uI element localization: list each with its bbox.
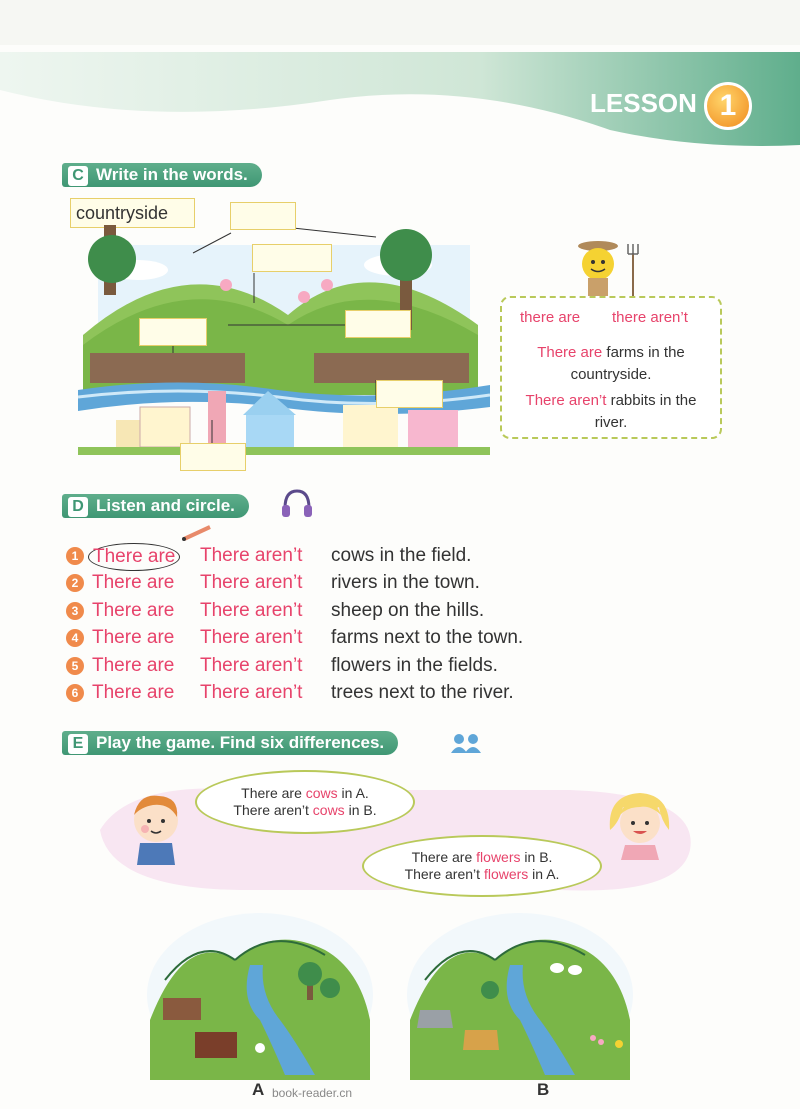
answer-box-4[interactable] xyxy=(345,310,411,338)
tip-word-there-arent: there aren’t xyxy=(612,309,688,326)
list-item xyxy=(66,570,480,596)
list-item xyxy=(66,543,472,569)
section-e-heading xyxy=(62,731,398,755)
option-there-are[interactable]: There are xyxy=(88,543,180,571)
section-d-heading xyxy=(62,494,249,518)
tip-word-there-are: there are xyxy=(520,309,581,326)
list-item xyxy=(66,680,514,706)
headphones-icon xyxy=(280,488,314,520)
section-letter: D xyxy=(68,497,88,517)
section-title: Play the game. Find six differences. xyxy=(96,733,385,752)
tip-sentence-1: There are farms in the countryside. xyxy=(537,344,685,383)
list-item xyxy=(66,625,524,651)
option-there-are[interactable]: There are xyxy=(92,655,175,676)
speech-bubble-girl xyxy=(362,835,602,897)
section-letter: E xyxy=(68,734,88,754)
lesson-title: LESSON xyxy=(590,88,697,118)
bubble-line-1: There are cows in A. xyxy=(241,785,369,801)
pair-work-icon xyxy=(450,731,482,755)
section-title: Listen and circle. xyxy=(96,496,235,515)
picture-b-label: B xyxy=(537,1080,550,1099)
option-there-are[interactable]: There are xyxy=(92,627,175,648)
item-number: 4 xyxy=(66,629,84,647)
option-there-arent[interactable]: There aren’t xyxy=(200,572,303,593)
girl-avatar xyxy=(605,785,675,860)
item-text: farms next to the town. xyxy=(331,627,524,648)
answer-box-2[interactable] xyxy=(252,244,332,272)
option-there-arent[interactable]: There aren’t xyxy=(200,545,303,566)
item-text: trees next to the river. xyxy=(331,682,514,703)
watermark: book-reader.cn xyxy=(272,1086,353,1100)
item-number: 1 xyxy=(66,547,84,565)
list-item xyxy=(66,653,498,679)
item-number: 2 xyxy=(66,574,84,592)
example-word-box: countryside xyxy=(70,198,195,228)
answer-box-6[interactable] xyxy=(180,443,246,471)
list-item xyxy=(66,598,485,624)
pencil-icon xyxy=(180,524,214,542)
picture-b xyxy=(405,910,635,1080)
bubble-line-1: There are flowers in B. xyxy=(411,849,553,865)
tip-sentence-2: There aren’t rabbits in the river. xyxy=(525,392,697,431)
answer-box-5[interactable] xyxy=(376,380,443,408)
option-there-are[interactable]: There are xyxy=(92,682,175,703)
option-there-arent[interactable]: There aren’t xyxy=(200,627,303,648)
grammar-tip-box xyxy=(500,296,722,439)
bubble-line-2: There aren’t cows in B. xyxy=(233,802,377,818)
option-there-are[interactable]: There are xyxy=(92,572,175,593)
picture-a-label: A xyxy=(252,1080,265,1099)
item-number: 3 xyxy=(66,602,84,620)
answer-box-1[interactable] xyxy=(230,202,296,230)
item-number: 5 xyxy=(66,657,84,675)
answer-box-3[interactable] xyxy=(139,318,207,346)
option-there-arent[interactable]: There aren’t xyxy=(200,682,303,703)
bubble-line-2: There aren’t flowers in A. xyxy=(404,866,560,882)
item-number: 6 xyxy=(66,684,84,702)
section-letter: C xyxy=(68,166,88,186)
option-there-arent[interactable]: There aren’t xyxy=(200,655,303,676)
option-there-are[interactable]: There are xyxy=(92,600,175,621)
section-title: Write in the words. xyxy=(96,165,248,184)
picture-a xyxy=(145,910,375,1080)
option-there-arent[interactable]: There aren’t xyxy=(200,600,303,621)
item-text: rivers in the town. xyxy=(331,572,480,593)
section-c-heading xyxy=(62,163,262,187)
item-text: cows in the field. xyxy=(331,545,472,566)
lesson-number-badge: 1 xyxy=(704,82,752,130)
header-band xyxy=(0,0,800,160)
speech-bubble-boy xyxy=(195,770,415,834)
item-text: flowers in the fields. xyxy=(331,655,498,676)
boy-avatar xyxy=(125,785,187,865)
item-text: sheep on the hills. xyxy=(331,600,485,621)
